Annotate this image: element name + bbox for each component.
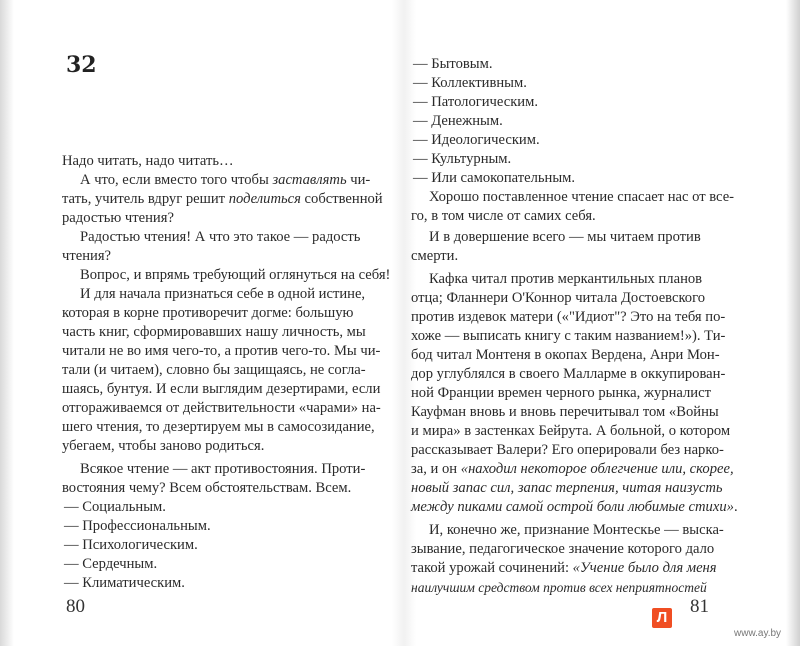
site-watermark: www.ay.by xyxy=(734,628,782,639)
text-line: тать, учитель вдруг решит поделиться собственной xyxy=(62,191,383,207)
list-item: — Денежным. xyxy=(413,113,503,129)
text-line: дор углублялся в своего Малларме в оккупирован- xyxy=(411,366,726,382)
list-item: — Идеологическим. xyxy=(413,132,540,148)
text-line: А что, если вместо того чтобы заставлять чи- xyxy=(80,172,371,188)
text-line: Кауфман вновь и вновь перечитывал том «Войны xyxy=(411,404,719,420)
list-item: — Патологическим. xyxy=(413,94,538,110)
text-line: Вопрос, и впрямь требующий оглянуться на себя! xyxy=(80,267,391,283)
list-item: — Психологическим. xyxy=(64,537,198,553)
text-line: бод читал Монтеня в окопах Вердена, Анри Мон- xyxy=(411,347,720,363)
site-logo-icon: Л xyxy=(652,608,672,628)
page-number-right: 81 xyxy=(690,596,709,617)
list-item: — Коллективным. xyxy=(413,75,527,91)
text-line: го, в том числе от самих себя. xyxy=(411,208,596,224)
text-line: хоже — выписать книгу с таким названием!»). Ти- xyxy=(411,328,726,344)
text-line: Кафка читал против меркантильных планов xyxy=(429,271,703,287)
text-line: ной Франции времен черного рынка, журналист xyxy=(411,385,711,401)
text-line: тали (и читаем), словно бы защищаясь, не согла- xyxy=(62,362,366,378)
page-edge-shadow-right xyxy=(786,0,800,646)
text-line: отгораживаемся от действительности «чарами» на- xyxy=(62,400,381,416)
text-line: шего чтения, то дезертируем мы в самосозидание, xyxy=(62,419,375,435)
list-item: — Сердечным. xyxy=(64,556,158,572)
list-item: — Или самокопательным. xyxy=(413,170,576,186)
text-line: зывание, педагогическое значение которого дало xyxy=(411,541,715,557)
text-line: отца; Фланнери О'Коннор читала Достоевского xyxy=(411,290,706,306)
text-line: за, и он «находил некоторое облегчение или, скорее, xyxy=(411,461,734,477)
text-line: такой урожай сочинений: «Учение было для меня xyxy=(411,560,717,576)
text-line: часть книг, сформировавших нашу личность, мы xyxy=(62,324,366,340)
text-line: И для начала признаться себе в одной истине, xyxy=(80,286,366,302)
list-item: — Социальным. xyxy=(64,499,166,515)
list-item: — Климатическим. xyxy=(64,575,185,591)
text-line: И в довершение всего — мы читаем против xyxy=(429,229,701,245)
text-line: шаясь, бунтуя. И если выглядим дезертирами, если xyxy=(62,381,381,397)
page-edge-shadow-left xyxy=(0,0,14,646)
list-item: — Профессиональным. xyxy=(64,518,211,534)
text-line: радостью чтения? xyxy=(62,210,174,226)
text-line: наилучшим средством против всех неприятностей xyxy=(411,580,707,595)
text-line: Радостью чтения! А что это такое — радость xyxy=(80,229,361,245)
text-line: Всякое чтение — акт противостояния. Проти- xyxy=(80,461,366,477)
text-line: между пиками самой острой боли любимые стихи». xyxy=(411,499,738,515)
text-line: которая в корне противоречит догме: большую xyxy=(62,305,354,321)
page-number-left: 80 xyxy=(66,596,85,617)
text-line: и мира» в застенках Бейрута. А больной, о котором xyxy=(411,423,731,439)
text-line: Хорошо поставленное чтение спасает нас от все- xyxy=(429,189,735,205)
text-line: смерти. xyxy=(411,248,459,264)
text-line: против издевок матери («"Идиот"? Это на тебя по- xyxy=(411,309,726,325)
text-line: рассказывает Валери? Его оперировали без нарко- xyxy=(411,442,724,458)
text-line: убегаем, чтобы заново родиться. xyxy=(62,438,265,454)
text-line: новый запас сил, запас терпения, читая наизусть xyxy=(411,480,723,496)
text-line: чтения? xyxy=(62,248,112,264)
text-line: читали не во имя чего-то, а против чего-то. Мы чи- xyxy=(62,343,381,359)
text-line: востояния чему? Всем обстоятельствам. Всем. xyxy=(62,480,352,496)
list-item: — Бытовым. xyxy=(413,56,493,72)
text-line: И, конечно же, признание Монтескье — выска- xyxy=(429,522,724,538)
list-item: — Культурным. xyxy=(413,151,512,167)
chapter-number: 32 xyxy=(66,52,97,78)
text-line: Надо читать, надо читать… xyxy=(62,153,234,169)
